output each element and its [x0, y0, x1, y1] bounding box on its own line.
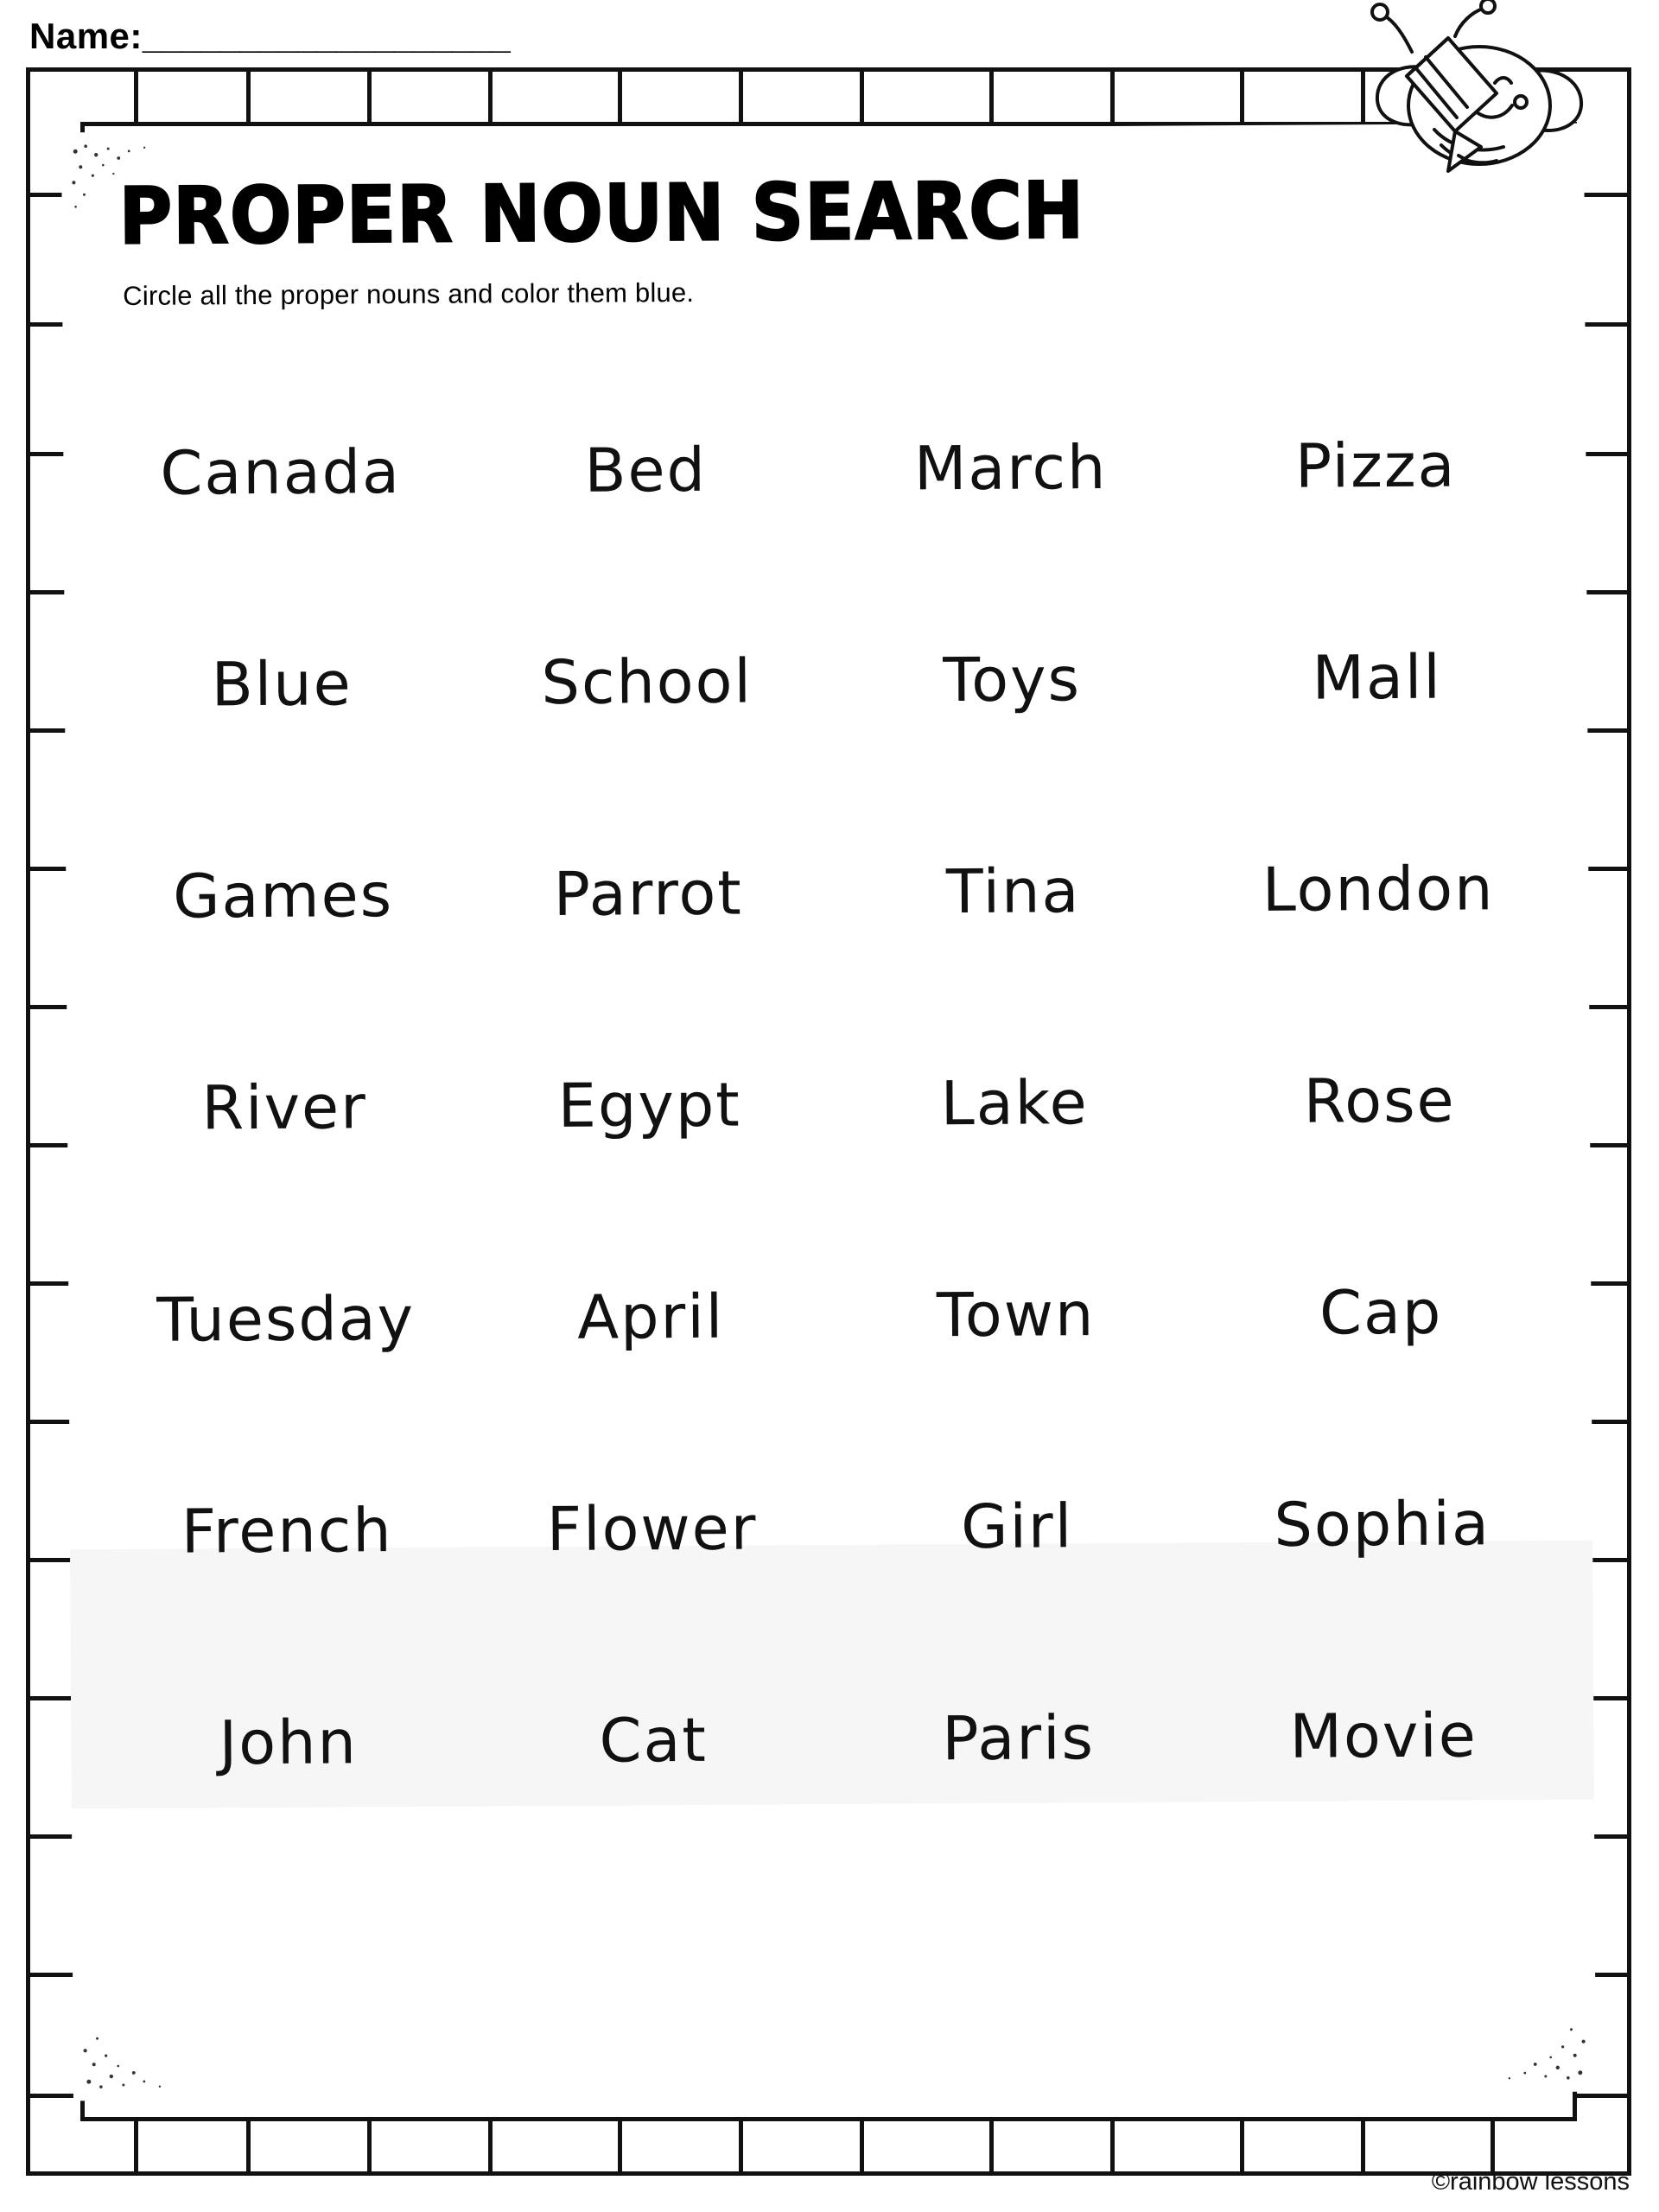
word-grid [98, 359, 1567, 1849]
word-item[interactable]: Tina [945, 855, 1081, 927]
word-item[interactable]: Flower [546, 1492, 758, 1565]
worksheet-sheet [61, 124, 1596, 2101]
word-item[interactable]: Sophia [1274, 1487, 1491, 1560]
name-write-line[interactable]: ___________________ [142, 16, 510, 56]
word-item[interactable]: Egypt [557, 1069, 741, 1141]
word-item[interactable]: Blue [211, 647, 353, 720]
word-item[interactable]: Pizza [1294, 429, 1457, 502]
word-item[interactable]: Canada [160, 435, 402, 509]
speckle-corner-icon [1476, 2005, 1589, 2084]
word-item[interactable]: Lake [940, 1066, 1089, 1139]
word-item[interactable]: Tuesday [156, 1282, 416, 1356]
name-row [29, 16, 510, 57]
word-item[interactable]: School [541, 645, 753, 718]
word-item[interactable]: Girl [960, 1490, 1074, 1562]
speckle-corner-icon [79, 2014, 193, 2093]
word-item[interactable]: Cap [1319, 1276, 1443, 1349]
word-item[interactable]: Games [173, 859, 394, 932]
page-title: PROPER NOUN SEARCH [118, 164, 1085, 263]
instructions-text: Circle all the proper nouns and color them blue. [123, 276, 695, 311]
word-item[interactable]: River [201, 1071, 368, 1143]
word-item[interactable]: April [576, 1281, 725, 1353]
word-item[interactable]: Rose [1303, 1065, 1456, 1137]
word-item[interactable]: Parrot [553, 857, 743, 930]
bee-with-pencil-icon [1351, 0, 1637, 242]
word-item[interactable]: March [913, 431, 1108, 504]
word-item[interactable]: Movie [1289, 1699, 1478, 1772]
word-item[interactable]: John [219, 1706, 359, 1778]
word-item[interactable]: Cat [599, 1704, 709, 1777]
word-item[interactable]: French [181, 1494, 393, 1567]
copyright-credit: ©rainbow lessons [1431, 2168, 1630, 2196]
word-item[interactable]: Toys [943, 643, 1082, 715]
word-item[interactable]: Paris [942, 1701, 1096, 1774]
word-item[interactable]: Mall [1312, 641, 1443, 714]
word-item[interactable]: London [1262, 852, 1495, 925]
word-item[interactable]: Bed [584, 434, 708, 506]
word-item[interactable]: Town [936, 1278, 1096, 1351]
name-label: Name: [29, 16, 143, 56]
